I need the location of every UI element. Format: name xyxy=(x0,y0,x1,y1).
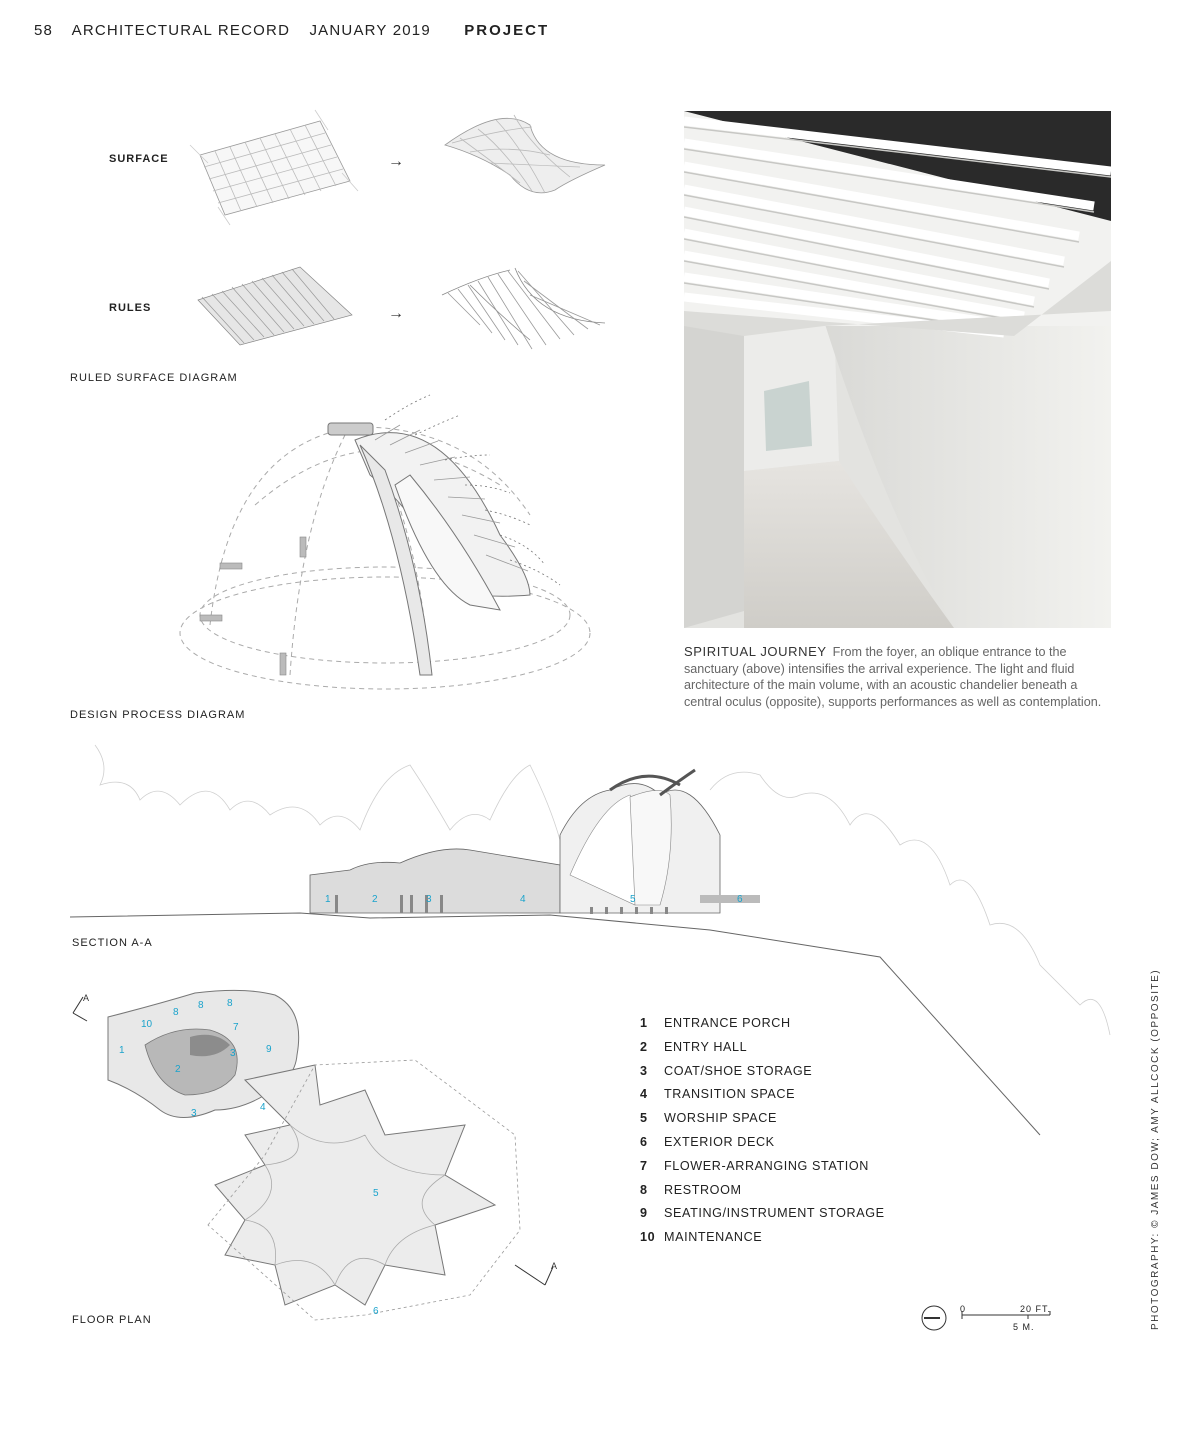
section-num-1: 1 xyxy=(325,894,331,905)
scale-meters: 5 M. xyxy=(1013,1322,1035,1332)
flat-surface-grid xyxy=(190,110,358,225)
north-arrow-icon xyxy=(922,1306,946,1330)
scale-feet: 20 FT. xyxy=(1020,1304,1052,1314)
section-caption: SECTION A-A xyxy=(72,937,153,949)
photo-caption-body: From the foyer, an oblique entrance to the sanctuary (above) intensifies the arrival experience. The light and fluid architecture of the main volume, with an acoustic chandelier beneath a central oculus (opposite), supports performances as well as contemplation. xyxy=(684,645,1102,709)
flat-rules xyxy=(198,267,352,345)
section-marker-icon xyxy=(73,993,89,1021)
building-section xyxy=(310,770,760,914)
plan-num-9: 9 xyxy=(266,1044,272,1055)
section-marker-label: A xyxy=(83,993,90,1003)
section-num-5: 5 xyxy=(630,894,636,905)
plan-num-8c: 8 xyxy=(227,998,233,1009)
floor-plan-caption: FLOOR PLAN xyxy=(72,1314,152,1326)
design-process-diagram xyxy=(170,385,610,700)
legend-num: 7 xyxy=(640,1158,648,1173)
scale-zero: 0 xyxy=(960,1304,967,1314)
surface-label: SURFACE xyxy=(109,153,169,165)
legend-label: SEATING/INSTRUMENT STORAGE xyxy=(664,1206,885,1221)
legend-label: ENTRANCE PORCH xyxy=(664,1016,791,1030)
legend-item xyxy=(640,1040,940,1064)
section-num-4: 4 xyxy=(520,894,526,905)
legend-label: ENTRY HALL xyxy=(664,1039,748,1054)
hyperbolic-surface xyxy=(445,115,605,193)
publication-name: ARCHITECTURAL RECORD xyxy=(71,22,291,39)
interior-photo xyxy=(684,111,1111,628)
corridor-image xyxy=(684,111,1111,628)
legend-num: 1 xyxy=(640,1016,648,1030)
plan-num-8a: 8 xyxy=(173,1007,179,1018)
section-marker-label-2: A xyxy=(551,1261,558,1271)
transform-arrow-icon: → xyxy=(388,153,404,170)
ruled-surface-diagram xyxy=(180,105,630,355)
legend-item xyxy=(640,1230,940,1254)
page-header xyxy=(34,22,563,39)
legend-num: 5 xyxy=(640,1111,648,1126)
plan-num-4: 4 xyxy=(260,1102,266,1113)
legend-num: 8 xyxy=(640,1182,648,1197)
legend-label: TRANSITION SPACE xyxy=(664,1087,796,1102)
legend-label: RESTROOM xyxy=(664,1182,742,1197)
design-process-caption: DESIGN PROCESS DIAGRAM xyxy=(70,709,246,721)
legend-num: 6 xyxy=(640,1134,648,1149)
legend-num: 9 xyxy=(640,1206,648,1221)
plan-num-7: 7 xyxy=(233,1022,239,1033)
legend-num: 2 xyxy=(640,1039,648,1054)
legend-label: EXTERIOR DECK xyxy=(664,1134,775,1149)
ruled-diagram-caption: RULED SURFACE DIAGRAM xyxy=(70,372,238,384)
legend-item xyxy=(640,1135,940,1159)
plan-num-2: 2 xyxy=(175,1064,181,1075)
section-marker-icon-2 xyxy=(515,1261,557,1285)
legend-label: WORSHIP SPACE xyxy=(664,1111,778,1126)
legend-item xyxy=(640,1159,940,1183)
legend-label: MAINTENANCE xyxy=(664,1230,763,1245)
tree-silhouette xyxy=(95,745,590,849)
plan-num-3a: 3 xyxy=(230,1048,236,1059)
section-name: PROJECT xyxy=(464,22,550,39)
transform-arrow-icon-2: → xyxy=(388,305,404,322)
page-number: 58 xyxy=(34,22,54,39)
floor-plan-drawing xyxy=(65,985,605,1330)
plan-num-5: 5 xyxy=(373,1188,379,1199)
legend-item xyxy=(640,1064,940,1088)
plan-num-3b: 3 xyxy=(191,1108,197,1119)
plan-num-1: 1 xyxy=(119,1045,125,1056)
rules-label: RULES xyxy=(109,302,152,314)
twisted-rules xyxy=(442,268,605,349)
photo-credit: PHOTOGRAPHY: © JAMES DOW; AMY ALLCOCK (OPPOSITE) xyxy=(1150,968,1161,1330)
photo-caption-lead: SPIRITUAL JOURNEY xyxy=(684,644,827,659)
issue-date: JANUARY 2019 xyxy=(309,22,431,39)
legend-item xyxy=(640,1206,940,1230)
legend-label: FLOWER-ARRANGING STATION xyxy=(664,1158,869,1173)
section-num-6: 6 xyxy=(737,894,743,905)
legend-item xyxy=(640,1183,940,1207)
photo-caption xyxy=(684,644,1114,710)
legend-num: 10 xyxy=(640,1230,656,1245)
legend-num: 4 xyxy=(640,1087,648,1102)
legend-item xyxy=(640,1111,940,1135)
plan-num-6: 6 xyxy=(373,1306,379,1317)
legend-num: 3 xyxy=(640,1063,648,1078)
twisted-shell xyxy=(328,423,530,675)
legend-item xyxy=(640,1087,940,1111)
plan-num-10: 10 xyxy=(141,1019,153,1030)
legend-item xyxy=(640,1016,940,1040)
legend xyxy=(640,1016,940,1254)
section-num-2: 2 xyxy=(372,894,378,905)
plan-num-8b: 8 xyxy=(198,1000,204,1011)
section-num-3: 3 xyxy=(426,894,432,905)
legend-label: COAT/SHOE STORAGE xyxy=(664,1063,813,1078)
